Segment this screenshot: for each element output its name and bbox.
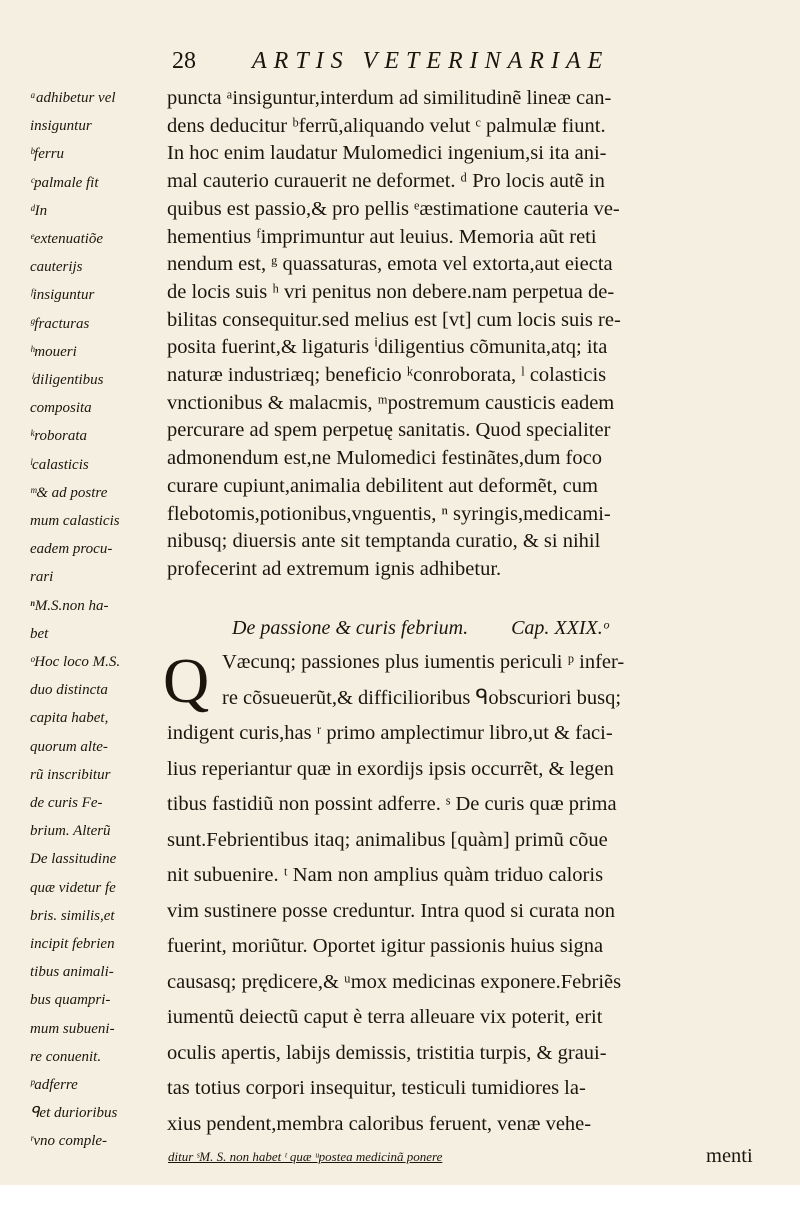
- body-line: quibus est passio,& pro pellis ᵉæstimatione cauteria ve-: [167, 197, 620, 220]
- margin-note: bus quampri-: [30, 992, 111, 1009]
- body-line: admonendum est,ne Mulomedici festinãtes,dum foco: [167, 447, 602, 470]
- margin-note: ᵍfracturas: [30, 315, 90, 332]
- drop-cap-initial: Q: [163, 645, 210, 716]
- margin-note: rari: [30, 569, 54, 586]
- body-line: indigent curis,has ʳ primo amplectimur libro,ut & faci-: [167, 722, 613, 744]
- margin-note: De lassitudine: [30, 851, 117, 868]
- margin-note: ʳvno comple-: [30, 1133, 108, 1150]
- margin-note: bris. similis,et: [30, 907, 115, 924]
- body-line: oculis apertis, labijs demissis, tristitia turpis, & graui-: [167, 1041, 607, 1064]
- body-line: vnctionibus & malacmis, ᵐpostremum causticis eadem: [167, 391, 615, 414]
- body-line: vim sustinere posse creduntur. Intra quod si curata non: [167, 899, 616, 922]
- body-line: re cõsueuerũt,& difficilioribus ᑫobscuriori busq;: [222, 686, 622, 709]
- body-line: de locis suis ʰ vri penitus non debere.nam perpetua de-: [167, 280, 615, 303]
- margin-note: re conuenit.: [30, 1048, 102, 1065]
- body-line: sunt.Febrientibus itaq; animalibus [quàm] primũ cõue: [167, 828, 608, 851]
- body-line: tibus fastidiũ non possint adferre. ˢ De curis quæ prima: [167, 793, 617, 815]
- chapter-title: De passione & curis febrium.: [232, 617, 469, 639]
- margin-note: ᵇferru: [30, 146, 65, 163]
- margin-note: eadem procu-: [30, 541, 113, 558]
- body-line: Væcunq; passiones plus iumentis periculi ᵖ infer-: [222, 651, 625, 673]
- margin-note: ˡcalasticis: [30, 456, 89, 473]
- body-line: puncta ᵃinsiguntur,interdum ad similitudinẽ lineæ can-: [167, 87, 612, 109]
- margin-note: tibus animali-: [30, 964, 114, 981]
- body-line: naturæ industriæq; beneficio ᵏconroborata, ˡ colasticis: [167, 364, 607, 386]
- body-line: nendum est, ᵍ quassaturas, emota vel extorta,aut eiecta: [167, 253, 613, 276]
- body-line: causasq; prędicere,& ᵘmox medicinas exponere.Febriẽs: [167, 970, 622, 993]
- body-line: nit subuenire. ᵗ Nam non amplius quàm triduo caloris: [167, 864, 604, 886]
- body-line: tas totius corpori insequitur, testiculi tumidiores la-: [167, 1077, 586, 1099]
- body-line: hementius ᶠimprimuntur aut leuius. Memoria aũt reti: [167, 225, 597, 248]
- margin-note: rũ inscribitur: [30, 766, 111, 783]
- margin-note: ᵖadferre: [30, 1077, 78, 1093]
- margin-note: mum calasticis: [30, 513, 120, 529]
- body-line: lius reperiantur quæ in exordijs ipsis occurrẽt, & legen: [167, 757, 614, 780]
- margin-note: cauterijs: [30, 259, 83, 276]
- margin-note: ⁿM.S.non ha-: [30, 597, 109, 614]
- margin-note: bet: [30, 625, 49, 642]
- body-line: bilitas consequitur.sed melius est [vt] cum locis suis re-: [167, 308, 621, 331]
- body-line: mal cauterio curauerit ne deformet. ᵈ Pro locis autẽ in: [167, 170, 605, 193]
- margin-note: insiguntur: [30, 118, 92, 135]
- margin-note: mum subueni-: [30, 1020, 115, 1037]
- page-header: [170, 44, 770, 78]
- body-line: In hoc enim laudatur Mulomedici ingenium,si ita ani-: [167, 142, 607, 165]
- chapter-number: Cap. XXIX.ᵒ: [511, 617, 609, 639]
- margin-note: ᶜpalmale fit: [30, 174, 99, 191]
- margin-note: ᶠinsiguntur: [30, 287, 95, 304]
- catchword: menti: [706, 1145, 753, 1167]
- body-line: curare cupiunt,animalia debilitent aut deformẽt, cum: [167, 474, 598, 497]
- bottom-variant-note: ditur ˢM. S. non habet ᵗ quæ ᵘpostea medicinã ponere: [168, 1149, 443, 1164]
- page-number: 28: [172, 48, 196, 74]
- margin-note: quorum alte-: [30, 738, 108, 755]
- margin-note: ᵈIn: [30, 202, 48, 219]
- margin-note: brium. Alterũ: [30, 823, 111, 840]
- body-line: percurare ad spem perpetuę sanitatis. Quod specialiter: [167, 419, 611, 442]
- body-line: dens deducitur ᵇferrũ,aliquando velut ᶜ palmulæ fiunt.: [167, 114, 606, 137]
- margin-note: ᑫet durioribus: [30, 1105, 118, 1122]
- chapter-heading: [232, 617, 608, 640]
- margin-note: ᵃadhibetur vel: [30, 90, 116, 106]
- body-line: posita fuerint,& ligaturis ⁱdiligentius cõmunita,atq; ita: [167, 336, 608, 359]
- margin-note: ᵒHoc loco M.S.: [30, 654, 121, 670]
- margin-note: ᵏroborata: [30, 428, 88, 445]
- margin-note: incipit febrien: [30, 936, 115, 952]
- margin-note: capita habet,: [30, 710, 109, 727]
- body-line: fuerint, moriũtur. Oportet igitur passionis huius signa: [167, 935, 604, 957]
- body-line: flebotomis,potionibus,vnguentis, ⁿ syringis,medicami-: [167, 502, 611, 525]
- running-title: ARTIS VETERINARIAE: [252, 48, 610, 74]
- body-line: xius pendent,membra caloribus feruent, venæ vehe-: [167, 1112, 592, 1135]
- margin-note: duo distincta: [30, 682, 108, 699]
- margin-note: composita: [30, 400, 92, 417]
- body-line: nibusq; diuersis ante sit temptanda curatio, & si nihil: [167, 530, 601, 553]
- body-line: iumentũ deiectũ caput è terra alleuare vix poterit, erit: [167, 1006, 603, 1028]
- margin-note: ᵉextenuatiõe: [30, 231, 104, 247]
- body-line: profecerint ad extremum ignis adhibetur.: [167, 557, 502, 580]
- margin-note: ᵐ& ad postre: [30, 484, 108, 501]
- margin-note: ʰmoueri: [30, 343, 77, 360]
- margin-note: ⁱdiligentibus: [30, 372, 104, 388]
- margin-note: quæ videtur fe: [30, 879, 116, 896]
- margin-note: de curis Fe-: [30, 795, 103, 811]
